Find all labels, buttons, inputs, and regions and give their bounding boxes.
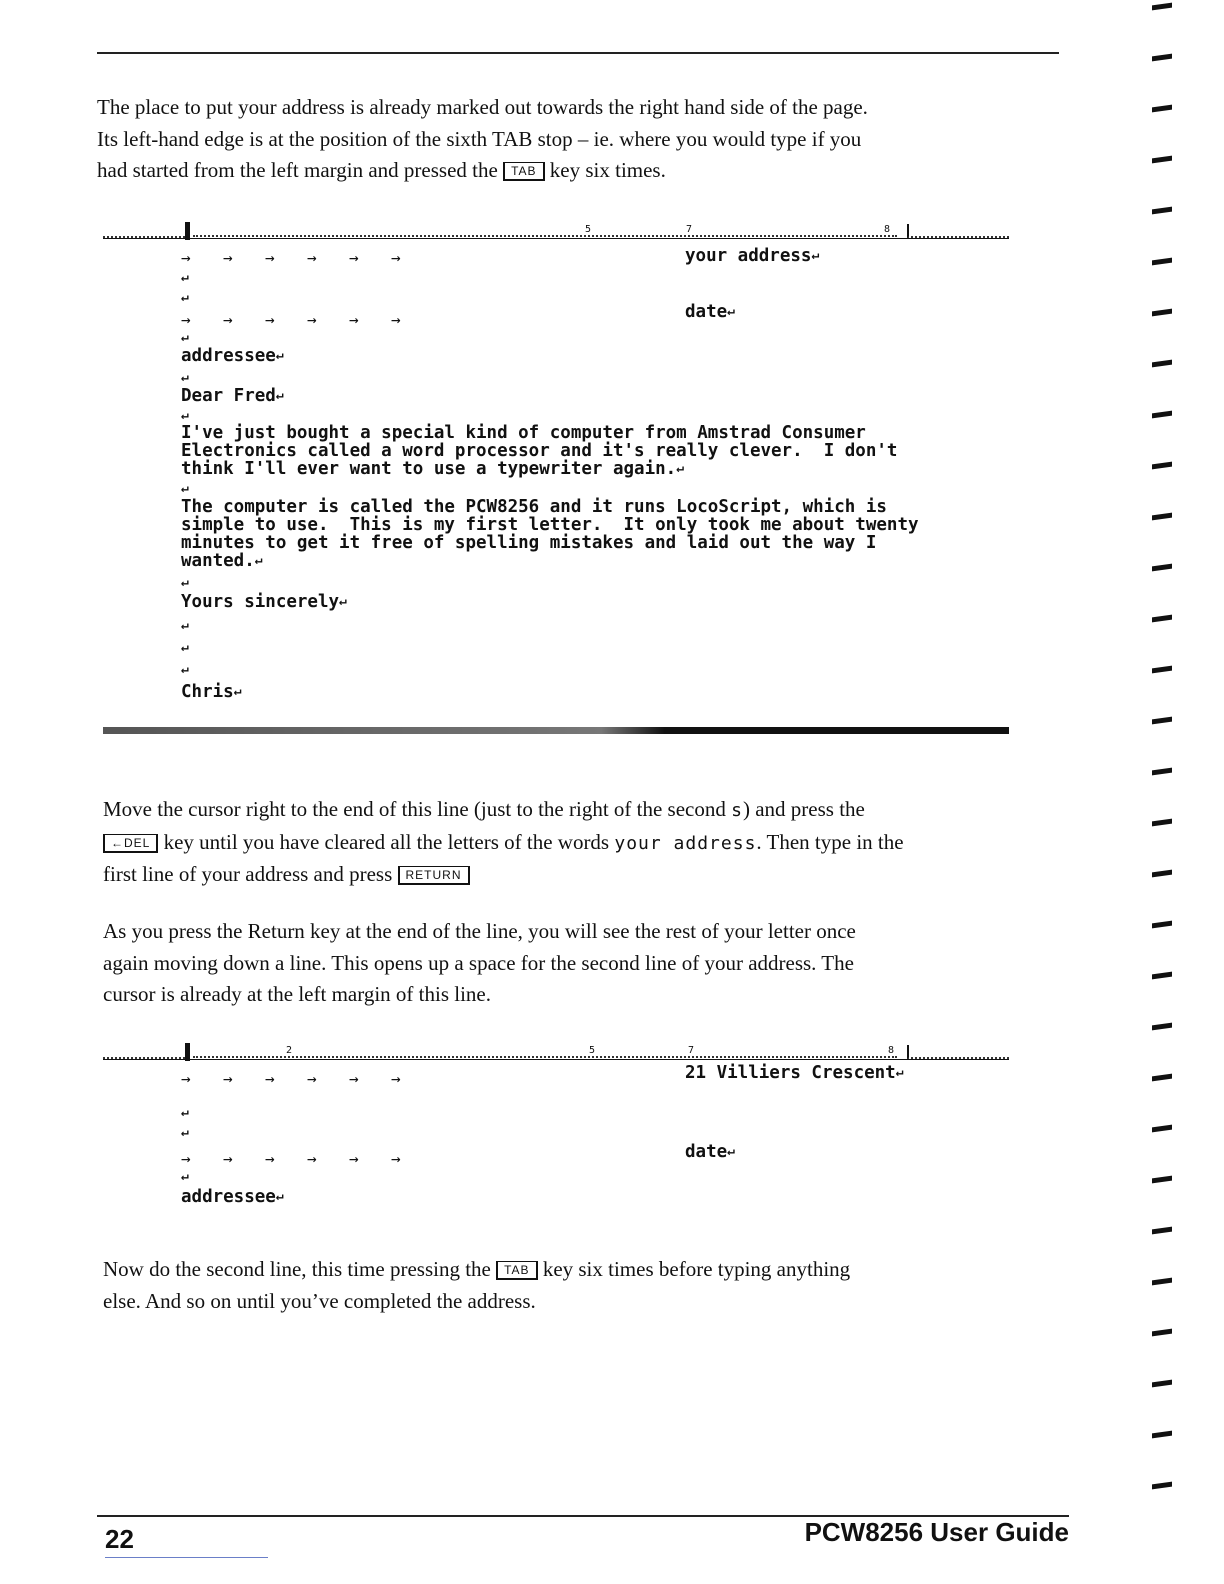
return-mark-icon: ↵ bbox=[275, 348, 284, 363]
para3-text: As you press the Return key at the end of the line, you will see the rest of your letter once bbox=[103, 919, 856, 943]
screen-example-2 bbox=[103, 1045, 1009, 1215]
tab-arrow-icon: → bbox=[181, 310, 191, 329]
closing-label: Yours sincerely bbox=[181, 592, 340, 612]
return-mark-icon: ↵ bbox=[727, 304, 735, 319]
body-line: I've just bought a special kind of computer from Amstrad Consumer bbox=[181, 423, 866, 443]
text-cursor bbox=[185, 1043, 190, 1061]
blank-line bbox=[181, 1103, 189, 1123]
return-mark-icon: ↵ bbox=[181, 618, 189, 633]
para4-text: else. And so on until you’ve completed the address. bbox=[103, 1288, 536, 1313]
tab-arrow-icon: → bbox=[391, 1149, 401, 1168]
addressee-text bbox=[181, 1187, 284, 1207]
blank-line bbox=[181, 660, 189, 680]
ruler-left-margin bbox=[103, 1057, 185, 1059]
ruler-bar bbox=[103, 224, 1009, 239]
para3-text: again moving down a line. This opens up a space for the second line of your address. The bbox=[103, 950, 854, 975]
ruler-dots bbox=[193, 233, 897, 237]
ruler-tick: 5 bbox=[589, 1045, 596, 1056]
tab-arrow-icon: → bbox=[265, 1149, 275, 1168]
ruler-tick: 8 bbox=[888, 1045, 895, 1056]
date-label: date bbox=[685, 1142, 728, 1162]
return-mark-icon: ↵ bbox=[275, 388, 284, 403]
blank-line bbox=[181, 1167, 189, 1187]
your-address-label: your address bbox=[685, 246, 812, 266]
top-rule bbox=[97, 52, 1059, 54]
blank-line bbox=[181, 288, 189, 308]
screen-example-1 bbox=[103, 224, 1009, 744]
tab-arrow-icon: → bbox=[349, 1069, 359, 1088]
para3-text: cursor is already at the left margin of this line. bbox=[103, 982, 491, 1006]
para4-text: key six times before typing anything bbox=[542, 1257, 851, 1281]
guide-title: PCW8256 User Guide bbox=[804, 1517, 1069, 1547]
tab-arrows-row bbox=[181, 1069, 433, 1088]
return-mark-icon: ↵ bbox=[275, 1189, 284, 1204]
address-line-text bbox=[685, 1063, 904, 1083]
tab-arrow-icon: → bbox=[181, 1069, 191, 1088]
tab-arrow-icon: → bbox=[307, 310, 317, 329]
blank-line bbox=[181, 616, 189, 636]
body-text: wanted. bbox=[181, 551, 255, 571]
addressee-text bbox=[181, 346, 284, 366]
ruler-tick: 7 bbox=[686, 224, 693, 235]
ruler-left-margin bbox=[103, 236, 185, 238]
tab-arrow-icon: → bbox=[391, 248, 401, 267]
tab-arrow-icon: → bbox=[265, 248, 275, 267]
page-number: 22 bbox=[105, 1524, 134, 1554]
tab-arrow-icon: → bbox=[223, 248, 233, 267]
para2-text: Move the cursor right to the end of this line (just to the right of the second bbox=[103, 797, 726, 821]
body-line: simple to use. This is my first letter. It only took me about twenty bbox=[181, 515, 919, 535]
tab-arrow-icon: → bbox=[307, 1149, 317, 1168]
blank-line bbox=[181, 268, 189, 288]
move-cursor-paragraph bbox=[103, 794, 1083, 891]
return-mark-icon: ↵ bbox=[181, 640, 189, 655]
ruler-tick: 2 bbox=[286, 1045, 293, 1056]
body-text: think I'll ever want to use a typewriter again. bbox=[181, 459, 677, 479]
delete-key-icon: ←DEL bbox=[103, 834, 158, 853]
body-line bbox=[181, 551, 263, 571]
tab-arrow-icon: → bbox=[223, 1069, 233, 1088]
blank-line bbox=[181, 638, 189, 658]
tab-arrows-row bbox=[181, 248, 433, 267]
return-mark-icon: ↵ bbox=[811, 248, 820, 263]
return-mark-icon: ↵ bbox=[676, 461, 685, 476]
ruler-tick: 5 bbox=[585, 224, 592, 235]
page-edge-marks bbox=[1152, 4, 1176, 1534]
para2-code: your address bbox=[614, 832, 757, 854]
tab-arrow-icon: → bbox=[391, 310, 401, 329]
return-mark-icon: ↵ bbox=[233, 684, 242, 699]
tab-arrow-icon: → bbox=[307, 1069, 317, 1088]
return-mark-icon: ↵ bbox=[895, 1065, 904, 1080]
return-mark-icon: ↵ bbox=[181, 270, 189, 285]
body-line: Electronics called a word processor and it's really clever. I don't bbox=[181, 441, 898, 461]
return-mark-icon: ↵ bbox=[181, 1105, 189, 1120]
return-mark-icon: ↵ bbox=[181, 662, 189, 677]
intro-line-3b: key six times. bbox=[549, 158, 666, 182]
para2-text: first line of your address and press bbox=[103, 862, 393, 886]
para2-code: s bbox=[731, 800, 743, 821]
intro-line-2: Its left-hand edge is at the position of the sixth TAB stop – ie. where you would type if you bbox=[97, 126, 862, 151]
return-mark-icon: ↵ bbox=[181, 1125, 189, 1140]
tab-key-icon: TAB bbox=[503, 162, 544, 181]
blank-line bbox=[181, 368, 189, 388]
tab-arrow-icon: → bbox=[181, 1149, 191, 1168]
greeting-text bbox=[181, 386, 284, 406]
para4-text: Now do the second line, this time pressing the bbox=[103, 1257, 491, 1281]
closing-text bbox=[181, 592, 347, 612]
ruler-right-margin bbox=[907, 224, 1009, 238]
body-line: minutes to get it free of spelling mistakes and laid out the way I bbox=[181, 533, 877, 553]
tab-arrow-icon: → bbox=[265, 310, 275, 329]
signature-label: Chris bbox=[181, 682, 234, 702]
return-mark-icon: ↵ bbox=[339, 594, 347, 609]
tab-arrow-icon: → bbox=[307, 248, 317, 267]
return-mark-icon: ↵ bbox=[181, 1169, 189, 1184]
text-cursor bbox=[185, 222, 190, 240]
blank-line bbox=[181, 479, 189, 499]
blank-line bbox=[181, 1123, 189, 1143]
ruler-dots bbox=[193, 1054, 897, 1058]
tab-arrow-icon: → bbox=[391, 1069, 401, 1088]
para2-text: . Then type in the bbox=[756, 829, 904, 854]
return-mark-icon: ↵ bbox=[727, 1144, 735, 1159]
ruler-bar bbox=[103, 1045, 1009, 1060]
tab-arrow-icon: → bbox=[349, 248, 359, 267]
address-line-label: 21 Villiers Crescent bbox=[685, 1063, 896, 1083]
tab-arrows-row bbox=[181, 1149, 433, 1168]
tab-arrow-icon: → bbox=[223, 1149, 233, 1168]
para2-text: ) and press the bbox=[742, 797, 865, 821]
tab-arrow-icon: → bbox=[223, 310, 233, 329]
ruler-tick: 7 bbox=[688, 1045, 695, 1056]
date-text bbox=[685, 1142, 735, 1162]
return-mark-icon: ↵ bbox=[181, 370, 189, 385]
ruler-right-margin bbox=[907, 1045, 1009, 1059]
return-mark-icon: ↵ bbox=[181, 481, 189, 496]
intro-line-3a: had started from the left margin and pressed the bbox=[97, 158, 498, 182]
tab-arrow-icon: → bbox=[349, 1149, 359, 1168]
screen-scrollbar[interactable] bbox=[103, 727, 1009, 734]
body-line bbox=[181, 459, 684, 479]
signature-text bbox=[181, 682, 242, 702]
tab-key-icon: TAB bbox=[496, 1261, 537, 1280]
return-key-icon: RETURN bbox=[398, 866, 470, 885]
ruler-tick: 8 bbox=[884, 224, 891, 235]
blank-line bbox=[181, 328, 189, 348]
return-mark-icon: ↵ bbox=[181, 575, 189, 590]
tab-arrow-icon: → bbox=[181, 248, 191, 267]
return-mark-icon: ↵ bbox=[181, 408, 189, 423]
return-mark-icon: ↵ bbox=[254, 553, 263, 568]
addressee-label: addressee bbox=[181, 346, 276, 366]
body-line: The computer is called the PCW8256 and it runs LocoScript, which is bbox=[181, 497, 887, 517]
para2-text: key until you have cleared all the letters of the words bbox=[163, 829, 610, 854]
second-line-paragraph bbox=[103, 1254, 1083, 1317]
return-key-paragraph bbox=[103, 916, 1083, 1011]
tab-arrow-icon: → bbox=[349, 310, 359, 329]
date-text bbox=[685, 302, 735, 322]
footer-underline bbox=[105, 1557, 268, 1558]
blank-line bbox=[181, 573, 189, 593]
date-label: date bbox=[685, 302, 728, 322]
intro-paragraph bbox=[97, 92, 1077, 187]
tab-arrows-row bbox=[181, 310, 433, 329]
intro-line-1: The place to put your address is already marked out towards the right hand side of the page. bbox=[97, 95, 868, 119]
addressee-label: addressee bbox=[181, 1187, 276, 1207]
your-address-text bbox=[685, 246, 819, 266]
return-mark-icon: ↵ bbox=[181, 330, 189, 345]
greeting-label: Dear Fred bbox=[181, 386, 276, 406]
return-mark-icon: ↵ bbox=[181, 290, 189, 305]
tab-arrow-icon: → bbox=[265, 1069, 275, 1088]
